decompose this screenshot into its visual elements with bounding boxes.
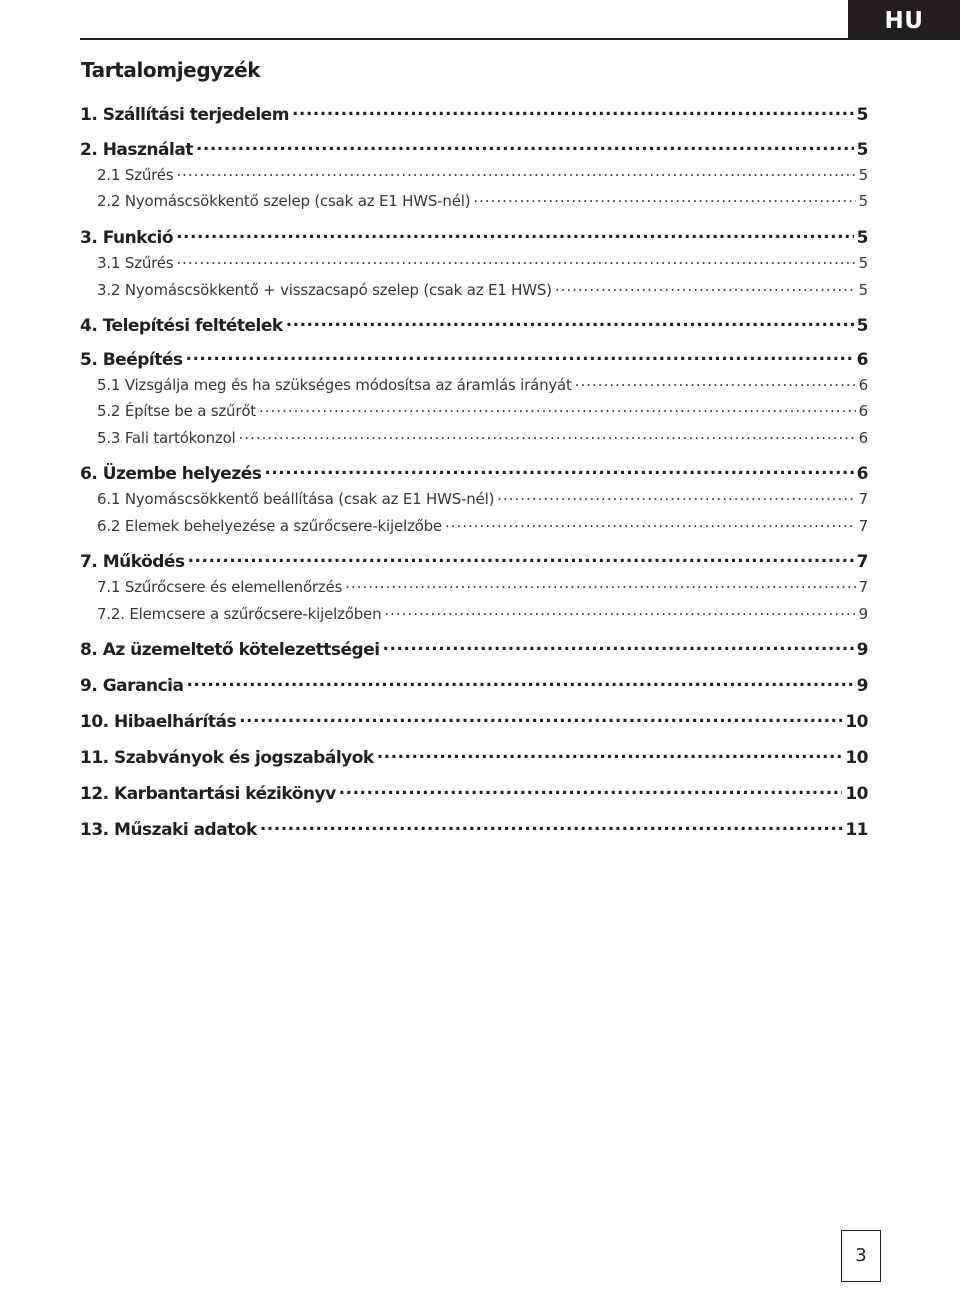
toc-entry-title: 5.1 Vizsgálja meg és ha szükséges módosítsa az áramlás irányát xyxy=(97,376,572,394)
toc-entry-title: 6. Üzembe helyezés xyxy=(80,464,262,484)
toc-entry[interactable] xyxy=(80,348,868,370)
toc-subentry[interactable] xyxy=(80,489,868,508)
toc-dot-leader xyxy=(196,138,854,155)
toc-dot-leader xyxy=(259,401,856,416)
toc-entry-title: 8. Az üzemeltető kötelezettségei xyxy=(80,640,380,660)
toc-dot-leader xyxy=(384,604,855,619)
toc-dot-leader xyxy=(292,103,854,120)
toc-dot-leader xyxy=(186,674,853,691)
toc-entry-title: 5.3 Fali tartókonzol xyxy=(97,429,236,447)
toc-entry-title: 13. Műszaki adatok xyxy=(80,820,257,840)
toc-entry-page: 6 xyxy=(856,350,868,370)
toc-dot-leader xyxy=(186,348,854,365)
toc-dot-leader xyxy=(555,280,856,295)
toc-entry-page: 9 xyxy=(858,605,868,623)
toc-entry-title: 7.2. Elemcsere a szűrőcsere-kijelzőben xyxy=(97,605,382,623)
toc-subentry[interactable] xyxy=(80,577,868,596)
toc-entry[interactable] xyxy=(80,226,868,248)
toc-dot-leader xyxy=(260,818,843,835)
toc-dot-leader xyxy=(445,516,856,531)
toc-entry-title: 3.2 Nyomáscsökkentő + visszacsapó szelep (csak az E1 HWS) xyxy=(97,281,552,299)
toc-subentry[interactable] xyxy=(80,516,868,535)
toc-entry-title: 2.1 Szűrés xyxy=(97,166,174,184)
toc-dot-leader xyxy=(239,428,856,443)
toc-entry[interactable] xyxy=(80,782,868,804)
toc-entry[interactable] xyxy=(80,314,868,336)
toc-entry-page: 9 xyxy=(856,640,868,660)
toc-entry-title: 3.1 Szűrés xyxy=(97,254,174,272)
toc-entry[interactable] xyxy=(80,818,868,840)
toc-dot-leader xyxy=(497,489,855,504)
toc-subentry[interactable] xyxy=(80,165,868,184)
toc-subentry[interactable] xyxy=(80,280,868,299)
toc-entry-page: 5 xyxy=(858,254,868,272)
toc-entry-title: 12. Karbantartási kézikönyv xyxy=(80,784,336,804)
toc-entry-title: 6.1 Nyomáscsökkentő beállítása (csak az E1 HWS-nél) xyxy=(97,490,495,508)
toc-dot-leader xyxy=(377,746,843,763)
toc-entry-page: 5 xyxy=(858,166,868,184)
toc-subentry[interactable] xyxy=(80,375,868,394)
toc-entry[interactable] xyxy=(80,710,868,732)
toc-entry-title: 5. Beépítés xyxy=(80,350,183,370)
toc-title: Tartalomjegyzék xyxy=(81,58,261,82)
toc-entry-title: 5.2 Építse be a szűrőt xyxy=(97,402,256,420)
toc-entry-title: 7. Működés xyxy=(80,552,185,572)
toc-entry-title: 7.1 Szűrőcsere és elemellenőrzés xyxy=(97,578,343,596)
toc-subentry[interactable] xyxy=(80,401,868,420)
page-number: 3 xyxy=(841,1230,881,1282)
toc-entry[interactable] xyxy=(80,462,868,484)
language-tab: HU xyxy=(848,0,960,40)
toc-subentry[interactable] xyxy=(80,604,868,623)
toc-entry-page: 7 xyxy=(856,552,868,572)
toc-dot-leader xyxy=(575,375,856,390)
toc-entry-page: 5 xyxy=(858,281,868,299)
toc-dot-leader xyxy=(345,577,855,592)
toc-entry-title: 4. Telepítési feltételek xyxy=(80,316,283,336)
toc-entry-page: 10 xyxy=(845,784,868,804)
toc-entry-page: 11 xyxy=(845,820,868,840)
toc-dot-leader xyxy=(264,462,853,479)
toc-subentry[interactable] xyxy=(80,428,868,447)
toc-entry-title: 11. Szabványok és jogszabályok xyxy=(80,748,374,768)
toc-entry[interactable] xyxy=(80,746,868,768)
header-rule xyxy=(80,38,960,40)
toc-entry-page: 9 xyxy=(856,676,868,696)
toc-entry-page: 6 xyxy=(856,464,868,484)
toc-entry-title: 2. Használat xyxy=(80,140,193,160)
toc-dot-leader xyxy=(176,253,855,268)
toc-dot-leader xyxy=(239,710,842,727)
toc-dot-leader xyxy=(286,314,854,331)
toc-entry[interactable] xyxy=(80,550,868,572)
toc-entry-page: 7 xyxy=(858,490,868,508)
toc-entry-title: 1. Szállítási terjedelem xyxy=(80,105,289,125)
toc-entry-page: 5 xyxy=(856,105,868,125)
toc-entry-title: 10. Hibaelhárítás xyxy=(80,712,237,732)
toc-dot-leader xyxy=(383,638,854,655)
toc-dot-leader xyxy=(339,782,843,799)
toc-entry-title: 2.2 Nyomáscsökkentő szelep (csak az E1 HWS-nél) xyxy=(97,192,471,210)
toc-entry-page: 7 xyxy=(858,517,868,535)
toc-dot-leader xyxy=(176,226,854,243)
toc-dot-leader xyxy=(176,165,855,180)
toc-entry-page: 6 xyxy=(858,402,868,420)
toc-entry[interactable] xyxy=(80,103,868,125)
toc-entry-page: 7 xyxy=(858,578,868,596)
toc-entry-page: 5 xyxy=(856,316,868,336)
toc-entry[interactable] xyxy=(80,674,868,696)
toc-entry-page: 6 xyxy=(858,429,868,447)
toc-dot-leader xyxy=(473,191,855,206)
toc-entry[interactable] xyxy=(80,138,868,160)
toc-entry-title: 6.2 Elemek behelyezése a szűrőcsere-kijelzőbe xyxy=(97,517,442,535)
toc-entry-title: 3. Funkció xyxy=(80,228,174,248)
toc-entry-page: 10 xyxy=(845,748,868,768)
toc-entry[interactable] xyxy=(80,638,868,660)
toc-entry-title: 9. Garancia xyxy=(80,676,184,696)
toc-entry-page: 5 xyxy=(858,192,868,210)
toc-entry-page: 5 xyxy=(856,140,868,160)
toc-entry-page: 5 xyxy=(856,228,868,248)
toc-subentry[interactable] xyxy=(80,191,868,210)
toc-subentry[interactable] xyxy=(80,253,868,272)
toc-dot-leader xyxy=(188,550,854,567)
toc-entry-page: 10 xyxy=(845,712,868,732)
toc-entry-page: 6 xyxy=(858,376,868,394)
